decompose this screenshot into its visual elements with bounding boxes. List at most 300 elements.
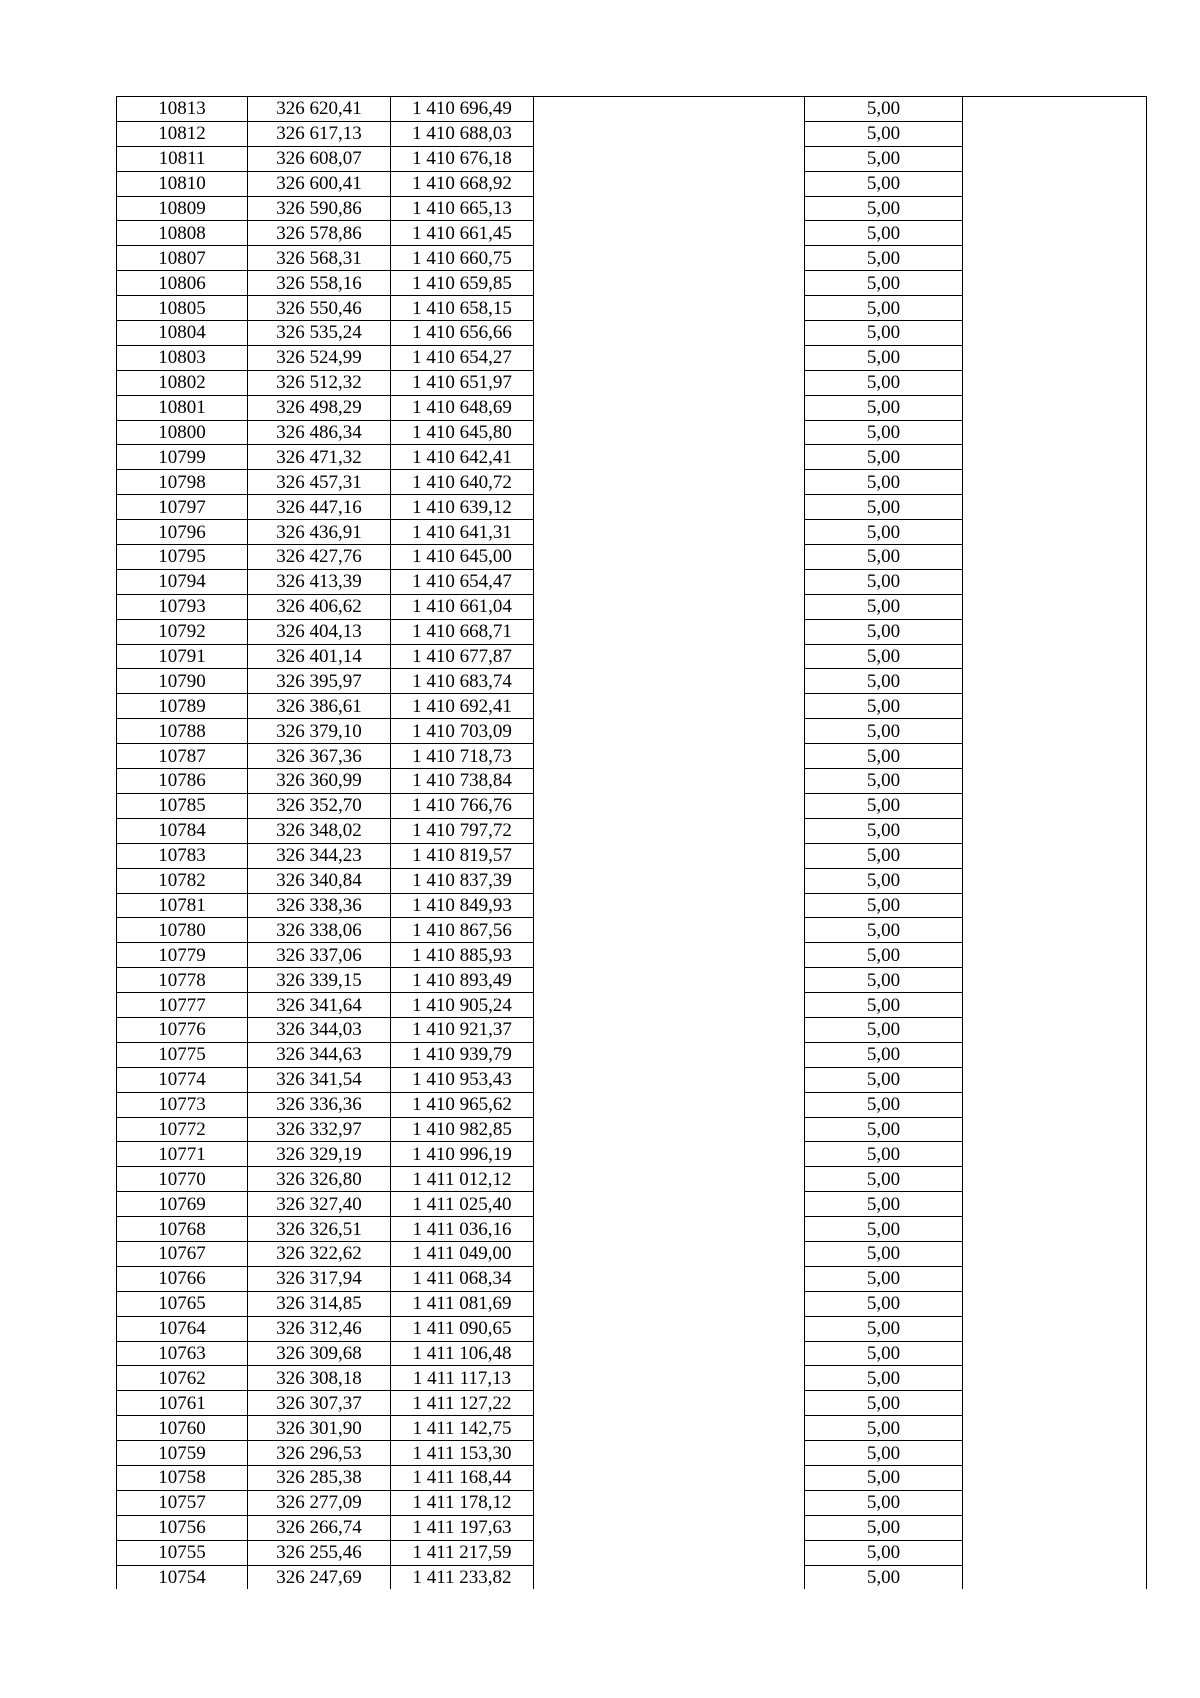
point-number-cell: 10803 — [117, 345, 248, 370]
table-row — [117, 545, 1147, 570]
blank-cell — [534, 1540, 805, 1565]
table-row — [117, 1017, 1147, 1042]
value-cell: 5,00 — [805, 97, 963, 122]
point-number-cell: 10785 — [117, 793, 248, 818]
y-coordinate-cell: 1 411 178,12 — [391, 1490, 534, 1515]
extra-cell — [963, 1490, 1147, 1515]
value-cell: 5,00 — [805, 644, 963, 669]
table-row — [117, 1366, 1147, 1391]
table-row — [117, 321, 1147, 346]
blank-cell — [534, 146, 805, 171]
x-coordinate-cell: 326 379,10 — [248, 719, 391, 744]
table-row — [117, 196, 1147, 221]
point-number-cell: 10801 — [117, 395, 248, 420]
table-row — [117, 246, 1147, 271]
table-row — [117, 1241, 1147, 1266]
point-number-cell: 10791 — [117, 644, 248, 669]
extra-cell — [963, 818, 1147, 843]
blank-cell — [534, 1266, 805, 1291]
extra-cell — [963, 893, 1147, 918]
extra-cell — [963, 694, 1147, 719]
table-row — [117, 644, 1147, 669]
blank-cell — [534, 993, 805, 1018]
point-number-cell: 10804 — [117, 321, 248, 346]
extra-cell — [963, 769, 1147, 794]
extra-cell — [963, 669, 1147, 694]
y-coordinate-cell: 1 411 233,82 — [391, 1565, 534, 1589]
blank-cell — [534, 744, 805, 769]
y-coordinate-cell: 1 410 677,87 — [391, 644, 534, 669]
point-number-cell: 10792 — [117, 619, 248, 644]
extra-cell — [963, 1067, 1147, 1092]
y-coordinate-cell: 1 410 640,72 — [391, 470, 534, 495]
x-coordinate-cell: 326 406,62 — [248, 594, 391, 619]
extra-cell — [963, 1217, 1147, 1242]
x-coordinate-cell: 326 498,29 — [248, 395, 391, 420]
x-coordinate-cell: 326 326,51 — [248, 1217, 391, 1242]
extra-cell — [963, 1241, 1147, 1266]
blank-cell — [534, 619, 805, 644]
value-cell: 5,00 — [805, 545, 963, 570]
blank-cell — [534, 246, 805, 271]
value-cell: 5,00 — [805, 1565, 963, 1589]
point-number-cell: 10782 — [117, 868, 248, 893]
x-coordinate-cell: 326 340,84 — [248, 868, 391, 893]
table-row — [117, 1316, 1147, 1341]
extra-cell — [963, 495, 1147, 520]
extra-cell — [963, 445, 1147, 470]
y-coordinate-cell: 1 410 692,41 — [391, 694, 534, 719]
y-coordinate-cell: 1 411 117,13 — [391, 1366, 534, 1391]
point-number-cell: 10798 — [117, 470, 248, 495]
x-coordinate-cell: 326 427,76 — [248, 545, 391, 570]
table-row — [117, 146, 1147, 171]
point-number-cell: 10755 — [117, 1540, 248, 1565]
x-coordinate-cell: 326 312,46 — [248, 1316, 391, 1341]
extra-cell — [963, 97, 1147, 122]
point-number-cell: 10779 — [117, 943, 248, 968]
x-coordinate-cell: 326 247,69 — [248, 1565, 391, 1589]
x-coordinate-cell: 326 344,23 — [248, 843, 391, 868]
x-coordinate-cell: 326 600,41 — [248, 171, 391, 196]
extra-cell — [963, 196, 1147, 221]
table-row — [117, 1441, 1147, 1466]
table-row — [117, 1067, 1147, 1092]
point-number-cell: 10759 — [117, 1441, 248, 1466]
y-coordinate-cell: 1 410 648,69 — [391, 395, 534, 420]
point-number-cell: 10768 — [117, 1217, 248, 1242]
blank-cell — [534, 1441, 805, 1466]
table-row — [117, 669, 1147, 694]
blank-cell — [534, 1366, 805, 1391]
point-number-cell: 10775 — [117, 1042, 248, 1067]
value-cell: 5,00 — [805, 1515, 963, 1540]
x-coordinate-cell: 326 301,90 — [248, 1416, 391, 1441]
table-row — [117, 1142, 1147, 1167]
x-coordinate-cell: 326 436,91 — [248, 520, 391, 545]
x-coordinate-cell: 326 360,99 — [248, 769, 391, 794]
y-coordinate-cell: 1 410 893,49 — [391, 968, 534, 993]
point-number-cell: 10786 — [117, 769, 248, 794]
point-number-cell: 10795 — [117, 545, 248, 570]
table-row — [117, 619, 1147, 644]
extra-cell — [963, 1291, 1147, 1316]
x-coordinate-cell: 326 296,53 — [248, 1441, 391, 1466]
value-cell: 5,00 — [805, 271, 963, 296]
table-row — [117, 993, 1147, 1018]
x-coordinate-cell: 326 620,41 — [248, 97, 391, 122]
coordinates-table — [116, 96, 1147, 1589]
point-number-cell: 10806 — [117, 271, 248, 296]
y-coordinate-cell: 1 411 142,75 — [391, 1416, 534, 1441]
extra-cell — [963, 569, 1147, 594]
y-coordinate-cell: 1 410 661,04 — [391, 594, 534, 619]
x-coordinate-cell: 326 326,80 — [248, 1167, 391, 1192]
table-row — [117, 968, 1147, 993]
value-cell: 5,00 — [805, 221, 963, 246]
value-cell: 5,00 — [805, 395, 963, 420]
y-coordinate-cell: 1 410 658,15 — [391, 296, 534, 321]
y-coordinate-cell: 1 411 197,63 — [391, 1515, 534, 1540]
table-row — [117, 1217, 1147, 1242]
value-cell: 5,00 — [805, 993, 963, 1018]
blank-cell — [534, 843, 805, 868]
y-coordinate-cell: 1 411 081,69 — [391, 1291, 534, 1316]
extra-cell — [963, 146, 1147, 171]
x-coordinate-cell: 326 336,36 — [248, 1092, 391, 1117]
point-number-cell: 10789 — [117, 694, 248, 719]
point-number-cell: 10770 — [117, 1167, 248, 1192]
extra-cell — [963, 420, 1147, 445]
y-coordinate-cell: 1 410 659,85 — [391, 271, 534, 296]
value-cell: 5,00 — [805, 1142, 963, 1167]
blank-cell — [534, 470, 805, 495]
y-coordinate-cell: 1 410 696,49 — [391, 97, 534, 122]
x-coordinate-cell: 326 338,36 — [248, 893, 391, 918]
extra-cell — [963, 918, 1147, 943]
value-cell: 5,00 — [805, 1042, 963, 1067]
y-coordinate-cell: 1 411 025,40 — [391, 1192, 534, 1217]
x-coordinate-cell: 326 413,39 — [248, 569, 391, 594]
y-coordinate-cell: 1 410 953,43 — [391, 1067, 534, 1092]
x-coordinate-cell: 326 255,46 — [248, 1540, 391, 1565]
extra-cell — [963, 321, 1147, 346]
table-row — [117, 1515, 1147, 1540]
blank-cell — [534, 1515, 805, 1540]
value-cell: 5,00 — [805, 1117, 963, 1142]
point-number-cell: 10809 — [117, 196, 248, 221]
value-cell: 5,00 — [805, 1441, 963, 1466]
value-cell: 5,00 — [805, 868, 963, 893]
extra-cell — [963, 121, 1147, 146]
value-cell: 5,00 — [805, 843, 963, 868]
extra-cell — [963, 1266, 1147, 1291]
x-coordinate-cell: 326 486,34 — [248, 420, 391, 445]
x-coordinate-cell: 326 344,63 — [248, 1042, 391, 1067]
x-coordinate-cell: 326 512,32 — [248, 370, 391, 395]
blank-cell — [534, 1291, 805, 1316]
value-cell: 5,00 — [805, 1067, 963, 1092]
blank-cell — [534, 445, 805, 470]
extra-cell — [963, 1565, 1147, 1589]
blank-cell — [534, 1017, 805, 1042]
blank-cell — [534, 968, 805, 993]
value-cell: 5,00 — [805, 1366, 963, 1391]
value-cell: 5,00 — [805, 968, 963, 993]
value-cell: 5,00 — [805, 893, 963, 918]
y-coordinate-cell: 1 410 921,37 — [391, 1017, 534, 1042]
table-row — [117, 769, 1147, 794]
extra-cell — [963, 1017, 1147, 1042]
y-coordinate-cell: 1 410 642,41 — [391, 445, 534, 470]
value-cell: 5,00 — [805, 1241, 963, 1266]
point-number-cell: 10774 — [117, 1067, 248, 1092]
y-coordinate-cell: 1 410 982,85 — [391, 1117, 534, 1142]
blank-cell — [534, 1341, 805, 1366]
table-row — [117, 1540, 1147, 1565]
blank-cell — [534, 1042, 805, 1067]
y-coordinate-cell: 1 410 676,18 — [391, 146, 534, 171]
extra-cell — [963, 171, 1147, 196]
blank-cell — [534, 793, 805, 818]
y-coordinate-cell: 1 411 168,44 — [391, 1465, 534, 1490]
y-coordinate-cell: 1 410 905,24 — [391, 993, 534, 1018]
point-number-cell: 10771 — [117, 1142, 248, 1167]
x-coordinate-cell: 326 338,06 — [248, 918, 391, 943]
y-coordinate-cell: 1 410 885,93 — [391, 943, 534, 968]
value-cell: 5,00 — [805, 146, 963, 171]
x-coordinate-cell: 326 317,94 — [248, 1266, 391, 1291]
extra-cell — [963, 644, 1147, 669]
value-cell: 5,00 — [805, 594, 963, 619]
y-coordinate-cell: 1 410 965,62 — [391, 1092, 534, 1117]
table-row — [117, 694, 1147, 719]
blank-cell — [534, 1192, 805, 1217]
value-cell: 5,00 — [805, 1540, 963, 1565]
blank-cell — [534, 868, 805, 893]
point-number-cell: 10783 — [117, 843, 248, 868]
value-cell: 5,00 — [805, 1192, 963, 1217]
point-number-cell: 10797 — [117, 495, 248, 520]
value-cell: 5,00 — [805, 769, 963, 794]
extra-cell — [963, 1167, 1147, 1192]
x-coordinate-cell: 326 277,09 — [248, 1490, 391, 1515]
table-row — [117, 97, 1147, 122]
point-number-cell: 10799 — [117, 445, 248, 470]
table-row — [117, 1291, 1147, 1316]
table-row — [117, 594, 1147, 619]
extra-cell — [963, 843, 1147, 868]
y-coordinate-cell: 1 410 837,39 — [391, 868, 534, 893]
value-cell: 5,00 — [805, 744, 963, 769]
x-coordinate-cell: 326 395,97 — [248, 669, 391, 694]
blank-cell — [534, 1465, 805, 1490]
y-coordinate-cell: 1 411 090,65 — [391, 1316, 534, 1341]
extra-cell — [963, 1540, 1147, 1565]
x-coordinate-cell: 326 307,37 — [248, 1391, 391, 1416]
value-cell: 5,00 — [805, 445, 963, 470]
table-row — [117, 719, 1147, 744]
point-number-cell: 10796 — [117, 520, 248, 545]
y-coordinate-cell: 1 410 849,93 — [391, 893, 534, 918]
blank-cell — [534, 644, 805, 669]
blank-cell — [534, 121, 805, 146]
point-number-cell: 10758 — [117, 1465, 248, 1490]
x-coordinate-cell: 326 471,32 — [248, 445, 391, 470]
point-number-cell: 10805 — [117, 296, 248, 321]
table-row — [117, 569, 1147, 594]
blank-cell — [534, 296, 805, 321]
blank-cell — [534, 893, 805, 918]
extra-cell — [963, 221, 1147, 246]
extra-cell — [963, 370, 1147, 395]
blank-cell — [534, 1241, 805, 1266]
value-cell: 5,00 — [805, 246, 963, 271]
value-cell: 5,00 — [805, 719, 963, 744]
point-number-cell: 10813 — [117, 97, 248, 122]
value-cell: 5,00 — [805, 793, 963, 818]
extra-cell — [963, 1441, 1147, 1466]
point-number-cell: 10767 — [117, 1241, 248, 1266]
value-cell: 5,00 — [805, 121, 963, 146]
table-row — [117, 1092, 1147, 1117]
blank-cell — [534, 1416, 805, 1441]
value-cell: 5,00 — [805, 1316, 963, 1341]
x-coordinate-cell: 326 535,24 — [248, 321, 391, 346]
blank-cell — [534, 1217, 805, 1242]
point-number-cell: 10763 — [117, 1341, 248, 1366]
table-row — [117, 744, 1147, 769]
blank-cell — [534, 669, 805, 694]
table-row — [117, 345, 1147, 370]
blank-cell — [534, 370, 805, 395]
point-number-cell: 10811 — [117, 146, 248, 171]
value-cell: 5,00 — [805, 918, 963, 943]
value-cell: 5,00 — [805, 694, 963, 719]
point-number-cell: 10788 — [117, 719, 248, 744]
y-coordinate-cell: 1 411 049,00 — [391, 1241, 534, 1266]
blank-cell — [534, 321, 805, 346]
x-coordinate-cell: 326 386,61 — [248, 694, 391, 719]
table-row — [117, 1042, 1147, 1067]
point-number-cell: 10790 — [117, 669, 248, 694]
point-number-cell: 10769 — [117, 1192, 248, 1217]
extra-cell — [963, 1192, 1147, 1217]
value-cell: 5,00 — [805, 1391, 963, 1416]
point-number-cell: 10784 — [117, 818, 248, 843]
extra-cell — [963, 968, 1147, 993]
y-coordinate-cell: 1 410 654,47 — [391, 569, 534, 594]
blank-cell — [534, 395, 805, 420]
extra-cell — [963, 619, 1147, 644]
point-number-cell: 10780 — [117, 918, 248, 943]
value-cell: 5,00 — [805, 569, 963, 594]
table-row — [117, 1341, 1147, 1366]
table-row — [117, 1117, 1147, 1142]
point-number-cell: 10757 — [117, 1490, 248, 1515]
value-cell: 5,00 — [805, 1167, 963, 1192]
blank-cell — [534, 769, 805, 794]
blank-cell — [534, 1117, 805, 1142]
x-coordinate-cell: 326 285,38 — [248, 1465, 391, 1490]
extra-cell — [963, 345, 1147, 370]
x-coordinate-cell: 326 352,70 — [248, 793, 391, 818]
y-coordinate-cell: 1 411 153,30 — [391, 1441, 534, 1466]
extra-cell — [963, 1391, 1147, 1416]
table-row — [117, 520, 1147, 545]
point-number-cell: 10760 — [117, 1416, 248, 1441]
y-coordinate-cell: 1 410 688,03 — [391, 121, 534, 146]
coordinates-table-body — [117, 97, 1147, 1590]
x-coordinate-cell: 326 348,02 — [248, 818, 391, 843]
y-coordinate-cell: 1 410 867,56 — [391, 918, 534, 943]
x-coordinate-cell: 326 558,16 — [248, 271, 391, 296]
table-row — [117, 843, 1147, 868]
blank-cell — [534, 420, 805, 445]
value-cell: 5,00 — [805, 296, 963, 321]
y-coordinate-cell: 1 410 645,80 — [391, 420, 534, 445]
extra-cell — [963, 520, 1147, 545]
blank-cell — [534, 1565, 805, 1589]
blank-cell — [534, 495, 805, 520]
y-coordinate-cell: 1 410 668,71 — [391, 619, 534, 644]
y-coordinate-cell: 1 411 217,59 — [391, 1540, 534, 1565]
blank-cell — [534, 345, 805, 370]
x-coordinate-cell: 326 617,13 — [248, 121, 391, 146]
x-coordinate-cell: 326 344,03 — [248, 1017, 391, 1042]
extra-cell — [963, 868, 1147, 893]
y-coordinate-cell: 1 410 645,00 — [391, 545, 534, 570]
point-number-cell: 10772 — [117, 1117, 248, 1142]
y-coordinate-cell: 1 410 661,45 — [391, 221, 534, 246]
value-cell: 5,00 — [805, 1217, 963, 1242]
value-cell: 5,00 — [805, 1341, 963, 1366]
y-coordinate-cell: 1 410 683,74 — [391, 669, 534, 694]
blank-cell — [534, 520, 805, 545]
table-row — [117, 470, 1147, 495]
table-row — [117, 1416, 1147, 1441]
extra-cell — [963, 943, 1147, 968]
value-cell: 5,00 — [805, 470, 963, 495]
blank-cell — [534, 1490, 805, 1515]
x-coordinate-cell: 326 341,54 — [248, 1067, 391, 1092]
point-number-cell: 10777 — [117, 993, 248, 1018]
x-coordinate-cell: 326 550,46 — [248, 296, 391, 321]
y-coordinate-cell: 1 410 703,09 — [391, 719, 534, 744]
blank-cell — [534, 545, 805, 570]
x-coordinate-cell: 326 314,85 — [248, 1291, 391, 1316]
extra-cell — [963, 719, 1147, 744]
blank-cell — [534, 943, 805, 968]
extra-cell — [963, 1142, 1147, 1167]
blank-cell — [534, 1167, 805, 1192]
x-coordinate-cell: 326 322,62 — [248, 1241, 391, 1266]
blank-cell — [534, 97, 805, 122]
extra-cell — [963, 1416, 1147, 1441]
value-cell: 5,00 — [805, 345, 963, 370]
value-cell: 5,00 — [805, 370, 963, 395]
extra-cell — [963, 470, 1147, 495]
value-cell: 5,00 — [805, 1416, 963, 1441]
x-coordinate-cell: 326 308,18 — [248, 1366, 391, 1391]
value-cell: 5,00 — [805, 1465, 963, 1490]
extra-cell — [963, 1515, 1147, 1540]
y-coordinate-cell: 1 410 651,97 — [391, 370, 534, 395]
point-number-cell: 10787 — [117, 744, 248, 769]
extra-cell — [963, 296, 1147, 321]
x-coordinate-cell: 326 309,68 — [248, 1341, 391, 1366]
blank-cell — [534, 569, 805, 594]
